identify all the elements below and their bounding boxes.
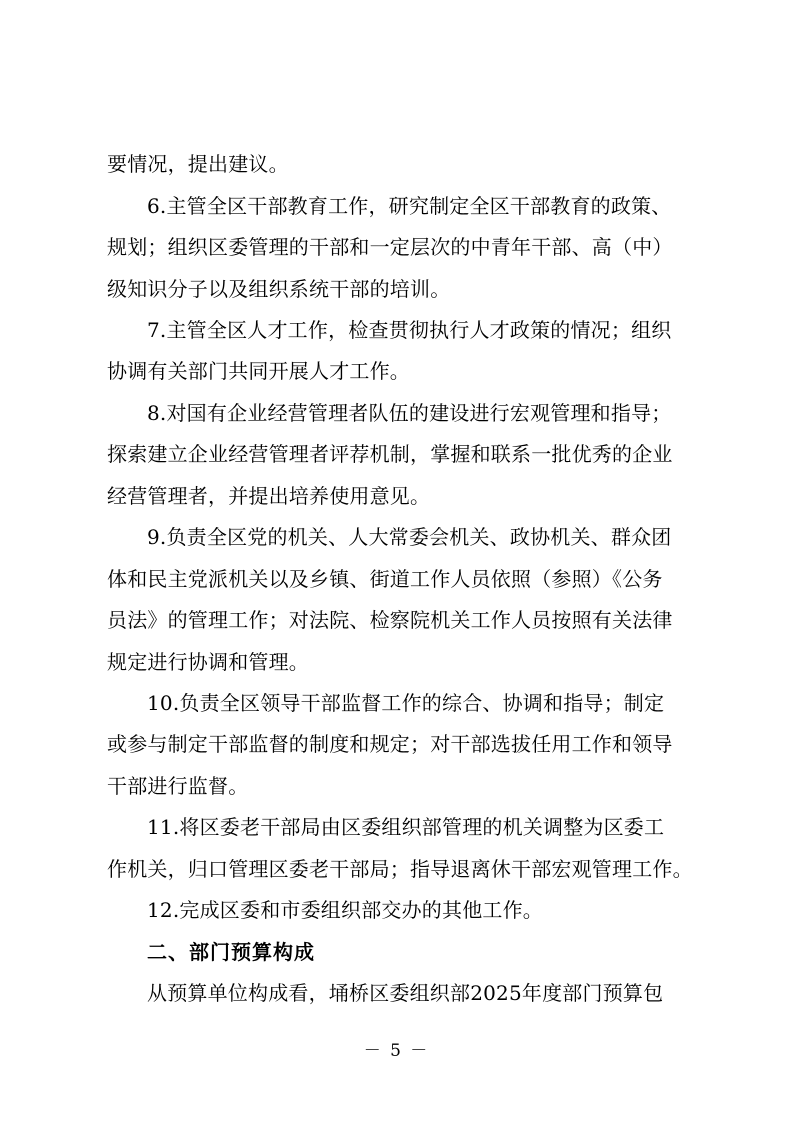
paragraph-line: 规定进行协调和管理。 <box>107 650 309 674</box>
paragraph-line: 员法》的管理工作；对法院、检察院机关工作人员按照有关法律 <box>107 608 673 632</box>
paragraph-line: 干部进行监督。 <box>107 774 249 798</box>
paragraph-line: 探索建立企业经营管理者评荐机制，掌握和联系一批优秀的企业 <box>107 442 673 466</box>
paragraph-line: 级知识分子以及组织系统干部的培训。 <box>107 277 451 301</box>
paragraph-line: 协调有关部门共同开展人才工作。 <box>107 359 410 383</box>
paragraph-line: 6.主管全区干部教育工作，研究制定全区干部教育的政策、 <box>147 194 672 218</box>
paragraph-line: 11.将区委老干部局由区委组织部管理的机关调整为区委工 <box>147 815 665 839</box>
paragraph-line: 7.主管全区人才工作，检查贯彻执行人才政策的情况；组织 <box>147 318 672 342</box>
paragraph-line: 从预算单位构成看，埇桥区委组织部2025年度部门预算包 <box>147 981 664 1005</box>
page-number: － 5 － <box>363 1041 430 1061</box>
paragraph-line: 体和民主党派机关以及乡镇、街道工作人员依照（参照）《公务 <box>107 567 663 591</box>
paragraph-line: 作机关，归口管理区委老干部局；指导退离休干部宏观管理工作。 <box>107 857 693 881</box>
paragraph-line: 经营管理者，并提出培养使用意见。 <box>107 484 431 508</box>
paragraph-line: 9.负责全区党的机关、人大常委会机关、政协机关、群众团 <box>147 525 672 549</box>
paragraph-line: 或参与制定干部监督的制度和规定；对干部选拔任用工作和领导 <box>107 732 673 756</box>
section-heading: 二、部门预算构成 <box>147 940 315 964</box>
paragraph-line: 12.完成区委和市委组织部交办的其他工作。 <box>147 898 544 922</box>
paragraph-line: 10.负责全区领导干部监督工作的综合、协调和指导；制定 <box>147 691 665 715</box>
paragraph-line: 规划；组织区委管理的干部和一定层次的中青年干部、高（中） <box>107 235 673 259</box>
paragraph-line: 8.对国有企业经营管理者队伍的建设进行宏观管理和指导； <box>147 401 672 425</box>
paragraph-line: 要情况，提出建议。 <box>107 152 289 176</box>
